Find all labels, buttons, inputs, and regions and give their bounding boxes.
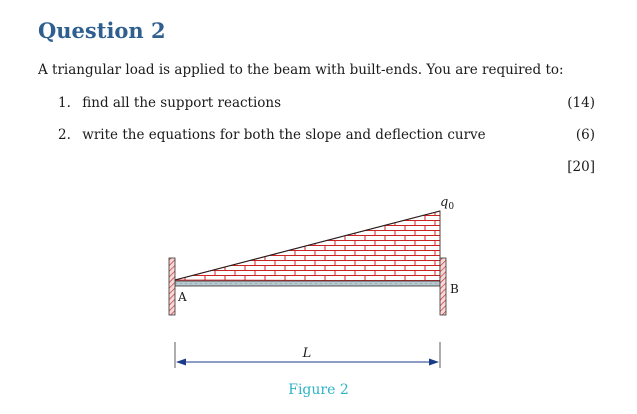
task-item-text: find all the support reactions xyxy=(82,95,282,111)
dimension-arrow-left xyxy=(176,359,186,366)
support-b-label: B xyxy=(450,282,459,296)
beam-diagram xyxy=(150,188,480,378)
task-item-2 xyxy=(58,127,486,143)
figure-caption: Figure 2 xyxy=(288,382,349,398)
task-item-text: write the equations for both the slope and deflection curve xyxy=(82,127,486,143)
total-marks: [20] xyxy=(567,159,595,175)
question-intro: A triangular load is applied to the beam with built-ends. You are required to: xyxy=(38,62,564,78)
task-item-2-marks: (6) xyxy=(575,127,595,143)
dimension-arrow-right xyxy=(429,359,439,366)
load-intensity-subscript: 0 xyxy=(448,202,455,212)
support-a-label: A xyxy=(178,290,187,304)
task-item-number: 2. xyxy=(58,127,71,143)
load-intensity-symbol: q xyxy=(440,195,449,210)
load-intensity-label xyxy=(440,195,454,212)
task-item-number: 1. xyxy=(58,95,71,111)
task-item-1-marks: (14) xyxy=(567,95,595,111)
task-item-1 xyxy=(58,95,281,111)
span-length-label: L xyxy=(302,346,312,361)
fixed-support-a xyxy=(169,258,175,315)
question-heading: Question 2 xyxy=(38,18,166,43)
fixed-support-b xyxy=(440,258,446,315)
